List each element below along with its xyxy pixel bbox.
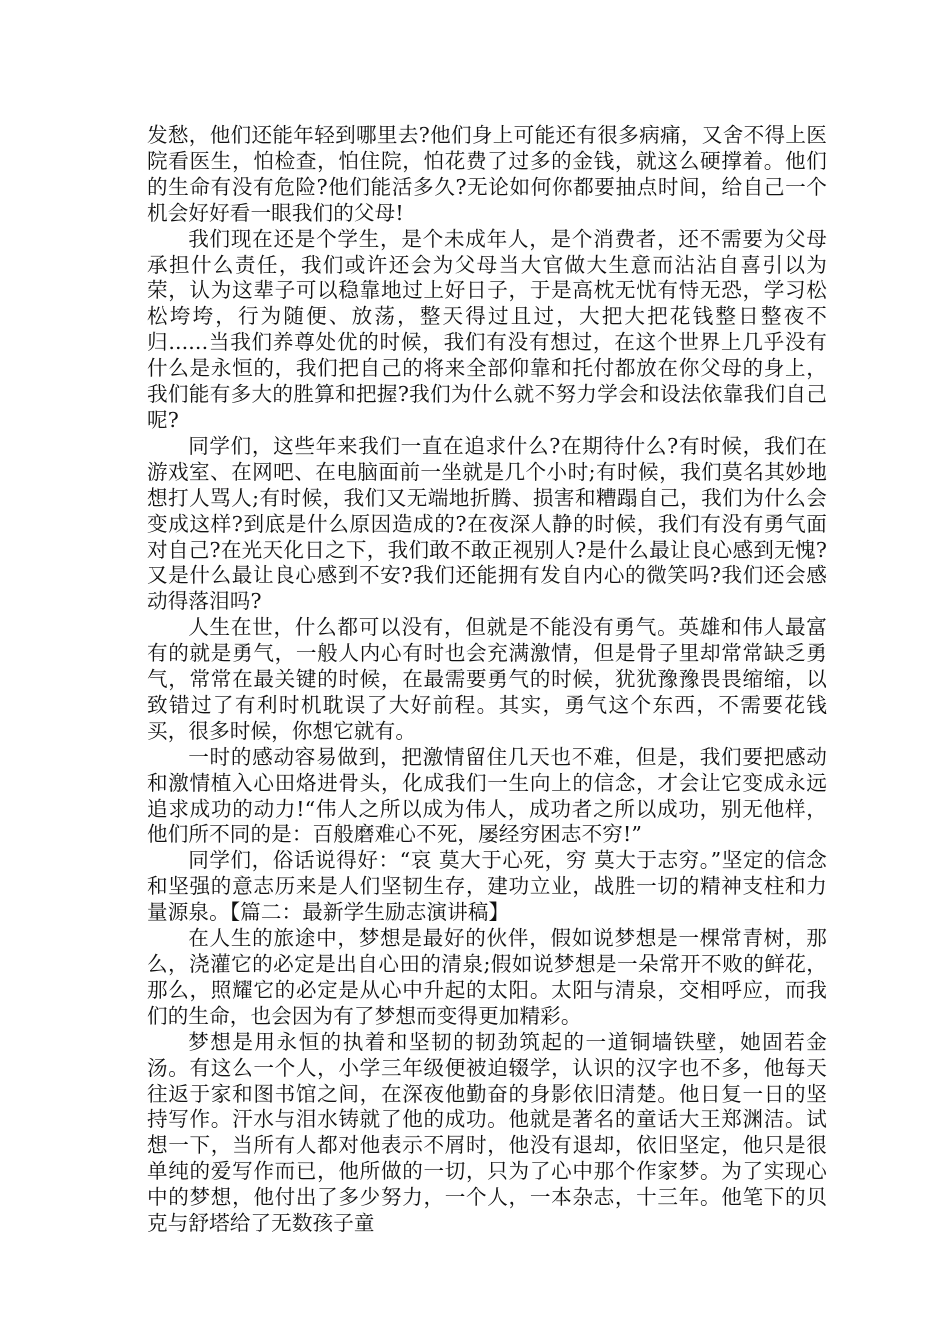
paragraph: 我们现在还是个学生，是个未成年人，是个消费者，还不需要为父母承担什么责任，我们或许还会为父母当大官做大生意而沾沾自喜引以为荣，认为这辈子可以稳靠地过上好日子，于是高枕无忧有恃无恐，学习松松垮垮，行为随便、放荡，整天得过且过，大把大把花钱整日整夜不归......当我们养尊处优的时候，我们有没有想过，在这个世界上几乎没有什么是永恒的，我们把自己的将来全部仰靠和托付都放在你父母的身上，我们能有多大的胜算和把握?我们为什么就不努力学会和设法依靠我们自己呢?: [147, 226, 827, 432]
paragraph: 人生在世，什么都可以没有，但就是不能没有勇气。英雄和伟人最富有的就是勇气，一般人内心有时也会充满激情，但是骨子里却常常缺乏勇气，常常在最关键的时候，在最需要勇气的时候，犹犹豫豫畏畏缩缩，以致错过了有利时机耽误了大好前程。其实，勇气这个东西，不需要花钱买，很多时候，你想它就有。: [147, 615, 827, 743]
paragraph: 同学们，俗话说得好：“哀 莫大于心死，穷 莫大于志穷。”坚定的信念和坚强的意志历来是人们坚韧生存，建功立业，战胜一切的精神支柱和力量源泉。【篇二：最新学生励志演讲稿】: [147, 848, 827, 925]
paragraph: 同学们，这些年来我们一直在追求什么?在期待什么?有时候，我们在游戏室、在网吧、在电脑面前一坐就是几个小时;有时候，我们莫名其妙地想打人骂人;有时候，我们又无端地折腾、损害和糟蹋自己，我们为什么会变成这样?到底是什么原因造成的?在夜深人静的时候，我们有没有勇气面对自己?在光天化日之下，我们敢不敢正视别人?是什么最让良心感到无愧?又是什么最让良心感到不安?我们还能拥有发自内心的微笑吗?我们还会感动得落泪吗?: [147, 433, 827, 614]
paragraph: 梦想是用永恒的执着和坚韧的韧劲筑起的一道铜墙铁壁，她固若金汤。有这么一个人，小学三年级便被迫辍学，认识的汉字也不多，他每天往返于家和图书馆之间，在深夜他勤奋的身影依旧清楚。他日复一日的坚持写作。汗水与泪水铸就了他的成功。他就是著名的童话大王郑渊洁。试想一下，当所有人都对他表示不屑时，他没有退却，依旧坚定，他只是很单纯的爱写作而已，他所做的一切，只为了心中那个作家梦。为了实现心中的梦想，他付出了多少努力，一个人，一本杂志，十三年。他笔下的贝克与舒塔给了无数孩子童: [147, 1029, 827, 1236]
paragraph: 在人生的旅途中，梦想是最好的伙伴，假如说梦想是一棵常青树，那么，浇灌它的必定是出自心田的清泉;假如说梦想是一朵常开不败的鲜花，那么，照耀它的必定是从心中升起的太阳。太阳与清泉，交相呼应，而我们的生命，也会因为有了梦想而变得更加精彩。: [147, 926, 827, 1028]
paragraph: 发愁，他们还能年轻到哪里去?他们身上可能还有很多病痛，又舍不得上医院看医生，怕检查，怕住院，怕花费了过多的金钱，就这么硬撑着。他们的生命有没有危险?他们能活多久?无论如何你都要抽点时间，给自己一个机会好好看一眼我们的父母!: [147, 123, 827, 225]
paragraph: 一时的感动容易做到，把激情留住几天也不难，但是，我们要把感动和激情植入心田烙进骨头，化成我们一生向上的信念，才会让它变成永远追求成功的动力!“伟人之所以成为伟人，成功者之所以成功，别无他样，他们所不同的是：百般磨难心不死，屡经穷困志不穷!”: [147, 744, 827, 847]
document-body: [147, 123, 827, 1237]
